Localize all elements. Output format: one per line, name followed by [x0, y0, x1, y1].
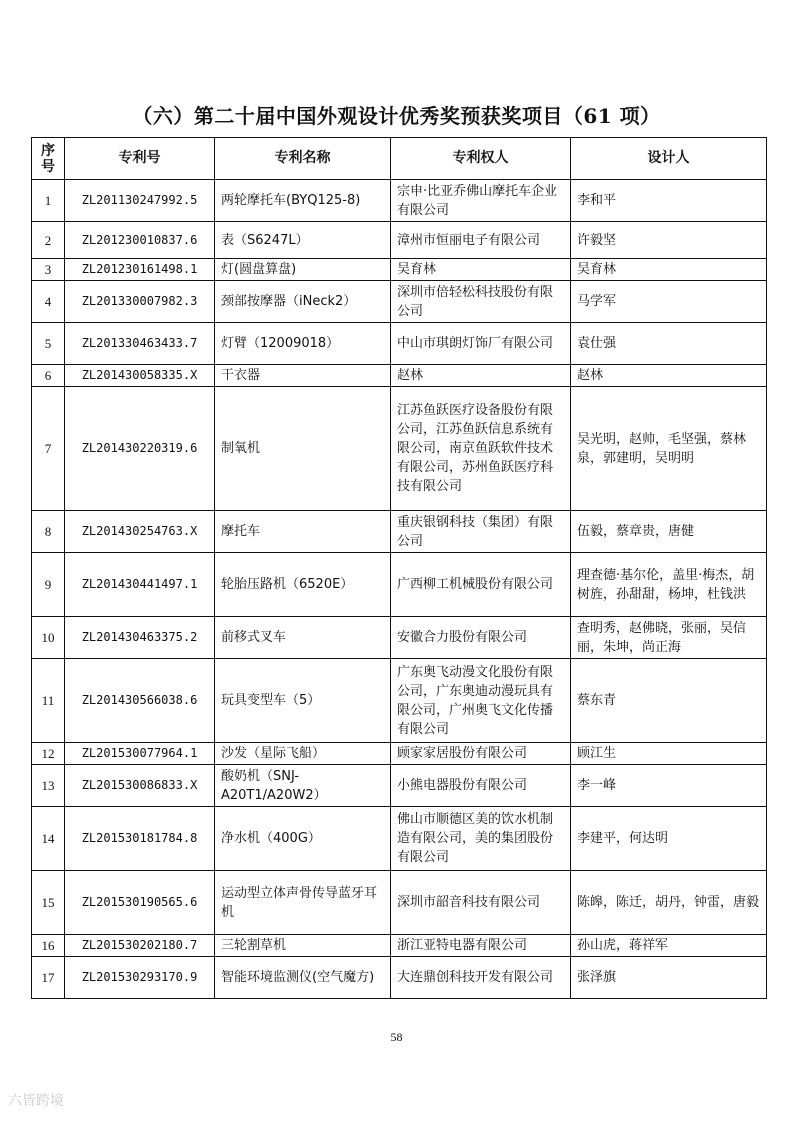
row-patent-name: 表（S6247L）: [215, 222, 391, 259]
row-designer: 李和平: [571, 180, 767, 222]
table-row: [32, 743, 767, 765]
row-patent-no: ZL201430254763.X: [65, 511, 215, 553]
row-no: 9: [32, 553, 65, 617]
row-no: 11: [32, 659, 65, 743]
row-patent-no: ZL201530190565.6: [65, 871, 215, 935]
table-row: [32, 365, 767, 387]
row-holder: 中山市琪朗灯饰厂有限公司: [391, 323, 571, 365]
row-designer: 查明秀，赵佛晓，张丽，吴信丽，朱坤，尚正海: [571, 617, 767, 659]
table-row: [32, 617, 767, 659]
row-no: 1: [32, 180, 65, 222]
row-no: 6: [32, 365, 65, 387]
row-no: 14: [32, 807, 65, 871]
row-patent-name: 净水机（400G）: [215, 807, 391, 871]
row-no: 10: [32, 617, 65, 659]
row-holder: 赵林: [391, 365, 571, 387]
row-no: 5: [32, 323, 65, 365]
row-holder: 深圳市倍轻松科技股份有限公司: [391, 281, 571, 323]
row-designer: 吴育林: [571, 259, 767, 281]
row-holder: 吴育林: [391, 259, 571, 281]
table-row: [32, 180, 767, 222]
row-designer: 赵林: [571, 365, 767, 387]
row-no: 3: [32, 259, 65, 281]
header-no: 序号: [32, 138, 65, 180]
table-row: [32, 387, 767, 511]
row-patent-no: ZL201430441497.1: [65, 553, 215, 617]
row-designer: 李建平，何达明: [571, 807, 767, 871]
row-designer: 陈皞，陈迁，胡丹，钟雷，唐毅: [571, 871, 767, 935]
row-patent-name: 两轮摩托车(BYQ125-8): [215, 180, 391, 222]
row-holder: 漳州市恒丽电子有限公司: [391, 222, 571, 259]
row-patent-no: ZL201530202180.7: [65, 935, 215, 957]
row-designer: 吴光明，赵帅，毛坚强，蔡林泉，郭建明，吴明明: [571, 387, 767, 511]
row-patent-name: 运动型立体声骨传导蓝牙耳机: [215, 871, 391, 935]
table-row: [32, 511, 767, 553]
row-patent-name: 前移式叉车: [215, 617, 391, 659]
row-holder: 江苏鱼跃医疗设备股份有限公司，江苏鱼跃信息系统有限公司，南京鱼跃软件技术有限公司，苏州鱼跃医疗科技有限公司: [391, 387, 571, 511]
table-header-row: [32, 138, 767, 180]
row-patent-name: 沙发（星际飞船）: [215, 743, 391, 765]
row-patent-name: 玩具变型车（5）: [215, 659, 391, 743]
row-holder: 佛山市顺德区美的饮水机制造有限公司，美的集团股份有限公司: [391, 807, 571, 871]
table-row: [32, 765, 767, 807]
row-patent-no: ZL201530086833.X: [65, 765, 215, 807]
table-row: [32, 871, 767, 935]
row-holder: 重庆银钢科技（集团）有限公司: [391, 511, 571, 553]
row-holder: 宗申·比亚乔佛山摩托车企业有限公司: [391, 180, 571, 222]
row-patent-no: ZL201130247992.5: [65, 180, 215, 222]
header-patent-name: 专利名称: [215, 138, 391, 180]
header-designer: 设计人: [571, 138, 767, 180]
row-patent-name: 智能环境监测仪(空气魔方): [215, 957, 391, 999]
row-holder: 大连鼎创科技开发有限公司: [391, 957, 571, 999]
row-patent-name: 制氧机: [215, 387, 391, 511]
row-no: 17: [32, 957, 65, 999]
row-patent-no: ZL201530181784.8: [65, 807, 215, 871]
row-patent-no: ZL201330463433.7: [65, 323, 215, 365]
row-no: 12: [32, 743, 65, 765]
row-patent-no: ZL201230161498.1: [65, 259, 215, 281]
row-patent-no: ZL201430058335.X: [65, 365, 215, 387]
row-holder: 浙江亚特电器有限公司: [391, 935, 571, 957]
page-title: （六）第二十届中国外观设计优秀奖预获奖项目（61 项）: [132, 104, 661, 128]
table-row: [32, 281, 767, 323]
row-no: 4: [32, 281, 65, 323]
row-patent-no: ZL201430463375.2: [65, 617, 215, 659]
row-designer: 许毅坚: [571, 222, 767, 259]
row-no: 13: [32, 765, 65, 807]
table-row: [32, 323, 767, 365]
row-patent-name: 轮胎压路机（6520E）: [215, 553, 391, 617]
table-row: [32, 807, 767, 871]
row-holder: 安徽合力股份有限公司: [391, 617, 571, 659]
row-designer: 伍毅，蔡章贵，唐健: [571, 511, 767, 553]
table-row: [32, 957, 767, 999]
row-patent-name: 灯(圆盘算盘): [215, 259, 391, 281]
row-holder: 顾家家居股份有限公司: [391, 743, 571, 765]
row-no: 2: [32, 222, 65, 259]
row-patent-no: ZL201530293170.9: [65, 957, 215, 999]
row-no: 7: [32, 387, 65, 511]
row-patent-name: 三轮割草机: [215, 935, 391, 957]
row-patent-name: 灯臂（12009018）: [215, 323, 391, 365]
table-row: [32, 553, 767, 617]
row-holder: 小熊电器股份有限公司: [391, 765, 571, 807]
row-designer: 理查德·基尔伦，盖里·梅杰，胡树旌，孙甜甜，杨坤，杜钱洪: [571, 553, 767, 617]
table-row: [32, 659, 767, 743]
row-no: 8: [32, 511, 65, 553]
table-row: [32, 222, 767, 259]
award-table: [31, 137, 767, 999]
row-holder: 广东奥飞动漫文化股份有限公司，广东奥迪动漫玩具有限公司，广州奥飞文化传播有限公司: [391, 659, 571, 743]
header-patent-no: 专利号: [65, 138, 215, 180]
row-designer: 蔡东青: [571, 659, 767, 743]
row-no: 15: [32, 871, 65, 935]
row-patent-name: 摩托车: [215, 511, 391, 553]
row-holder: 深圳市韶音科技有限公司: [391, 871, 571, 935]
table-row: [32, 935, 767, 957]
row-holder: 广西柳工机械股份有限公司: [391, 553, 571, 617]
row-patent-no: ZL201330007982.3: [65, 281, 215, 323]
row-designer: 袁仕强: [571, 323, 767, 365]
page-number: 58: [390, 1030, 403, 1044]
row-designer: 孙山虎，蒋祥军: [571, 935, 767, 957]
watermark: 六皆跨境: [8, 1093, 64, 1109]
row-no: 16: [32, 935, 65, 957]
row-patent-name: 干衣器: [215, 365, 391, 387]
table-row: [32, 259, 767, 281]
row-patent-name: 颈部按摩器（iNeck2）: [215, 281, 391, 323]
row-patent-name: 酸奶机（SNJ-A20T1/A20W2）: [215, 765, 391, 807]
row-designer: 顾江生: [571, 743, 767, 765]
row-patent-no: ZL201430566038.6: [65, 659, 215, 743]
header-holder: 专利权人: [391, 138, 571, 180]
row-designer: 李一峰: [571, 765, 767, 807]
row-patent-no: ZL201430220319.6: [65, 387, 215, 511]
row-designer: 张泽旗: [571, 957, 767, 999]
row-patent-no: ZL201530077964.1: [65, 743, 215, 765]
row-designer: 马学军: [571, 281, 767, 323]
row-patent-no: ZL201230010837.6: [65, 222, 215, 259]
